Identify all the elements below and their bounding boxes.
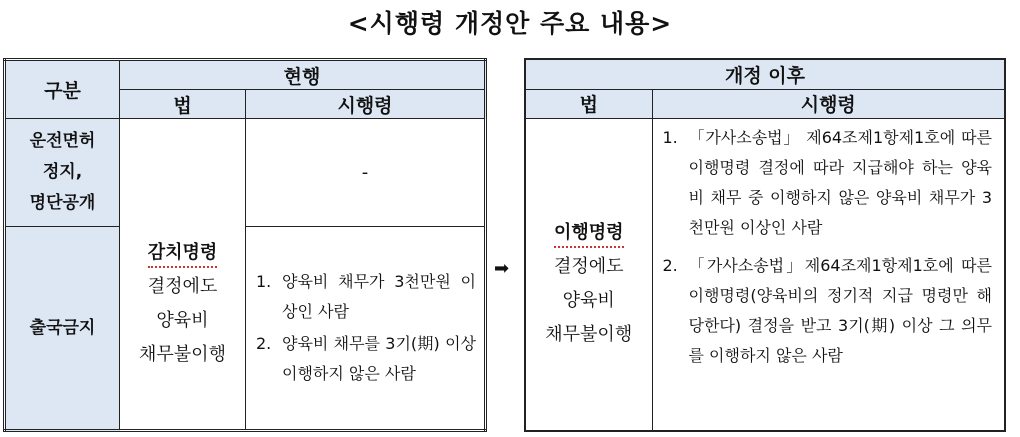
list-item: 2. 「가사소송법」제64조제1항제1호에 따른 이행명령(양육비의 정기적 지급 명령만 해당한다) 결정을 받고 3기(期) 이상 그 의무를 이행하지 않은 사람: [662, 255, 992, 365]
current-law-body: 결정에도 양육비 채무불이행: [139, 276, 226, 365]
list-item: 1. 「가사소송법」 제64조제1항제1호에 따른 이행명령 결정에 따라 지급해야 하는 양육비 채무 중 이행하지 않은 양육비 채무가 3천만원 이상인 사람: [662, 127, 992, 237]
current-decree-list: [246, 227, 486, 431]
list-item: 1. 양육비 채무가 3천만원 이상인 사람: [256, 272, 476, 321]
current-law-cell: [120, 119, 246, 431]
revised-decree-header: 시행령: [652, 89, 1005, 118]
category-travel-ban-label: 출국금지: [29, 317, 96, 338]
revised-law-header: 법: [525, 89, 652, 118]
category-license-label: 운전면허 정지, 명단공개: [29, 131, 96, 213]
list-item: 2. 양육비 채무를 3기(期) 이상 이행하지 않은 사람: [256, 334, 476, 383]
category-header: 구분: [5, 60, 120, 119]
revised-decree-list: [652, 118, 1005, 431]
page-title: <시행령 개정안 주요 내용>: [347, 9, 673, 38]
current-group-header: 현행: [120, 60, 486, 90]
revised-table: [524, 58, 1006, 432]
right-arrow-icon: ➡: [494, 258, 510, 279]
category-license: [5, 119, 120, 227]
revised-law-heading: 이행명령: [554, 220, 624, 248]
current-table: [3, 58, 487, 432]
current-law-header: 법: [120, 90, 246, 119]
current-decree-header: 시행령: [246, 90, 486, 119]
revised-law-body: 결정에도 양육비 채무불이행: [545, 256, 633, 346]
revised-law-cell: [525, 118, 652, 431]
revised-group-header: 개정 이후: [525, 59, 1005, 89]
current-law-heading: 감치명령: [148, 240, 218, 268]
category-travel-ban: [5, 227, 120, 431]
current-decree-none: -: [246, 119, 486, 227]
